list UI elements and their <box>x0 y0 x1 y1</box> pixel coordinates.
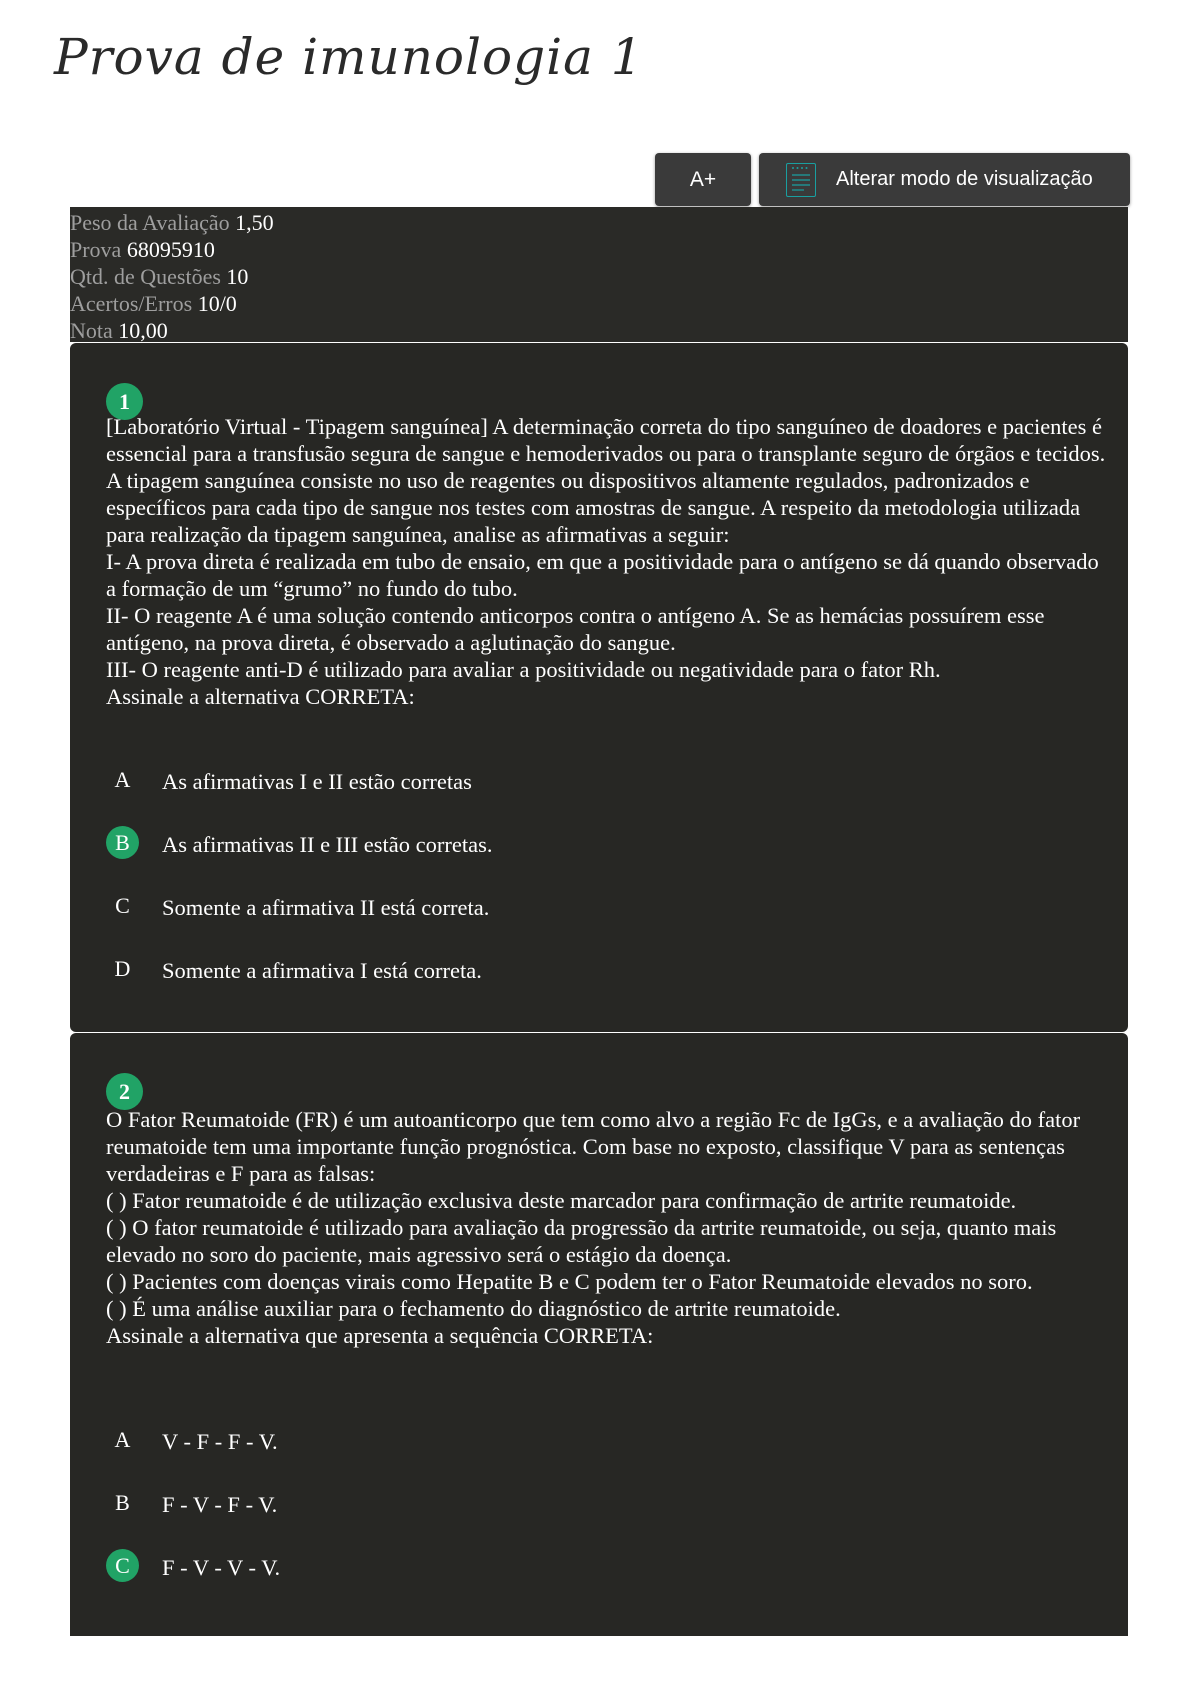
exam-info-panel <box>70 207 1128 342</box>
option-a[interactable] <box>106 1423 1006 1461</box>
option-text: As afirmativas I e II estão corretas <box>162 769 472 794</box>
info-grade-label: Nota <box>70 318 113 343</box>
option-letter-correct: C <box>106 1549 139 1582</box>
question-statement: [Laboratório Virtual - Tipagem sanguínea] A determinação correta do tipo sanguíneo de doadores e pacientes é essencial para a transfusão segura de sangue e hemoderivados ou para o transplante seguro de órgãos e tecidos. A tipagem sanguínea consiste no uso de reagentes ou dispositivos altamente regulados, padronizados e específicos para cada tipo de sangue nos testes com amostras de sangue. A respeito da metodologia utilizada para realização da tipagem sanguínea, analise as afirmativas a seguir: <box>106 414 1106 547</box>
question-text <box>106 1106 1106 1349</box>
document-list-icon <box>786 163 816 197</box>
option-letter: B <box>115 1489 130 1515</box>
view-mode-button[interactable] <box>759 153 1130 206</box>
option-text: As afirmativas II e III estão corretas. <box>162 832 493 857</box>
question-statement-item: ( ) O fator reumatoide é utilizado para avaliação da progressão da artrite reumatoide, ou seja, quanto mais elevado no soro do paciente, mais agressivo será o estágio da doença. <box>106 1215 1057 1267</box>
option-text: F - V - F - V. <box>162 1492 278 1517</box>
info-grade <box>70 317 1128 344</box>
question-statement-item: II- O reagente A é uma solução contendo anticorpos contra o antígeno A. Se as hemácias possuírem esse antígeno, na prova direta, é observado a aglutinação do sangue. <box>106 603 1045 655</box>
question-statement-item: ( ) Fator reumatoide é de utilização exclusiva deste marcador para confirmação de artrite reumatoide. <box>106 1188 1017 1213</box>
info-score-label: Acertos/Erros <box>70 291 193 316</box>
info-grade-value: 10,00 <box>118 318 168 343</box>
question-prompt: Assinale a alternativa CORRETA: <box>106 684 415 709</box>
option-text: Somente a afirmativa II está correta. <box>162 895 490 920</box>
question-number-badge: 2 <box>106 1073 143 1110</box>
option-letter: A <box>114 1426 131 1452</box>
question-card-1 <box>70 343 1128 1032</box>
info-questions-value: 10 <box>226 264 249 289</box>
option-d[interactable] <box>106 952 1006 990</box>
info-weight <box>70 209 1128 236</box>
page-title: Prova de imunologia 1 <box>54 28 644 86</box>
info-exam <box>70 236 1128 263</box>
info-score-value: 10/0 <box>197 291 237 316</box>
option-text: F - V - V - V. <box>162 1555 281 1580</box>
info-questions-label: Qtd. de Questões <box>70 264 221 289</box>
info-questions <box>70 263 1128 290</box>
option-b[interactable] <box>106 1486 1006 1524</box>
option-letter: C <box>115 892 130 918</box>
option-letter: D <box>114 955 131 981</box>
question-text <box>106 413 1106 710</box>
question-number-badge: 1 <box>106 383 143 420</box>
option-text: Somente a afirmativa I está correta. <box>162 958 482 983</box>
option-letter-correct: B <box>106 826 139 859</box>
option-letter: A <box>114 766 131 792</box>
info-exam-label: Prova <box>70 237 122 262</box>
question-prompt: Assinale a alternativa que apresenta a sequência CORRETA: <box>106 1323 654 1348</box>
option-b[interactable] <box>106 826 1006 864</box>
question-statement-item: ( ) Pacientes com doenças virais como Hepatite B e C podem ter o Fator Reumatoide elevados no soro. <box>106 1269 1033 1294</box>
question-statement-item: III- O reagente anti-D é utilizado para avaliar a positividade ou negatividade para o fator Rh. <box>106 657 941 682</box>
question-card-2 <box>70 1033 1128 1636</box>
increase-font-button[interactable]: A+ <box>655 153 751 206</box>
option-c[interactable] <box>106 1549 1006 1587</box>
view-mode-label: Alterar modo de visualização <box>836 168 1093 190</box>
question-statement-item: I- A prova direta é realizada em tubo de ensaio, em que a positividade para o antígeno se dá quando observado a formação de um “grumo” no fundo do tubo. <box>106 549 1099 601</box>
option-c[interactable] <box>106 889 1006 927</box>
question-statement: O Fator Reumatoide (FR) é um autoanticorpo que tem como alvo a região Fc de IgGs, e a avaliação do fator reumatoide tem uma importante função prognóstica. Com base no exposto, classifique V para as sentenças verdadeiras e F para as falsas: <box>106 1107 1081 1186</box>
option-a[interactable] <box>106 763 1006 801</box>
question-statement-item: ( ) É uma análise auxiliar para o fechamento do diagnóstico de artrite reumatoide. <box>106 1296 841 1321</box>
info-weight-label: Peso da Avaliação <box>70 210 230 235</box>
info-score <box>70 290 1128 317</box>
option-text: V - F - F - V. <box>162 1429 278 1454</box>
info-exam-value: 68095910 <box>126 237 215 262</box>
info-weight-value: 1,50 <box>235 210 274 235</box>
